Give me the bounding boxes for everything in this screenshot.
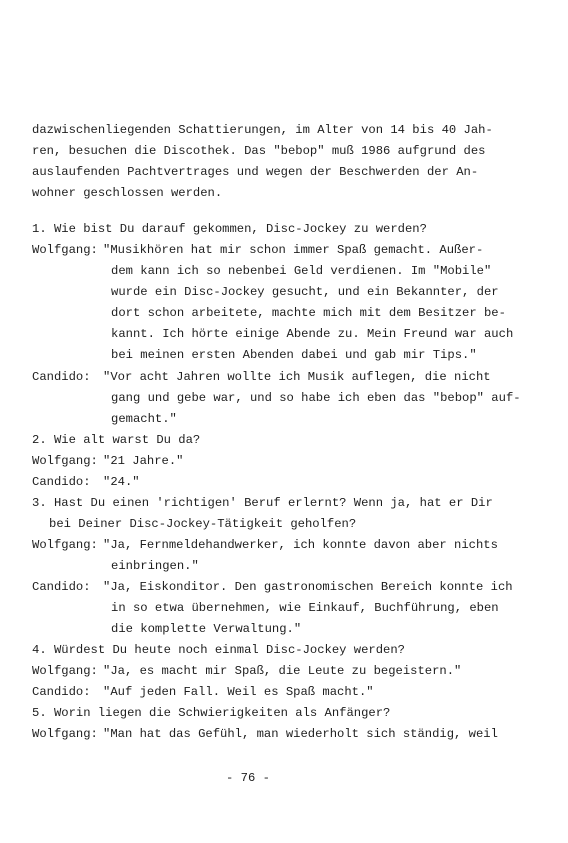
speaker-wolfgang: Wolfgang: (32, 454, 98, 468)
answer-line: "Vor acht Jahren wollte ich Musik auflegen, die nicht (103, 370, 491, 384)
intro-line-3: auslaufenden Pachtvertrages und wegen der Beschwerden der An- (32, 165, 479, 179)
answer-line: dort schon arbeitete, machte mich mit dem Besitzer be- (111, 306, 506, 320)
question-4: 4. Würdest Du heute noch einmal Disc-Jockey werden? (32, 643, 405, 657)
answer-line: "Man hat das Gefühl, man wiederholt sich ständig, weil (103, 727, 498, 741)
answer-line: "Auf jeden Fall. Weil es Spaß macht." (103, 685, 374, 699)
answer-line: gang und gebe war, und so habe ich eben das "bebop" auf- (111, 391, 521, 405)
answer-line: "Musikhören hat mir schon immer Spaß gemacht. Außer- (103, 243, 484, 257)
speaker-wolfgang: Wolfgang: (32, 727, 98, 741)
answer-line: "Ja, es macht mir Spaß, die Leute zu begeistern." (103, 664, 462, 678)
answer-line: "21 Jahre." (103, 454, 184, 468)
answer-line: kannt. Ich hörte einige Abende zu. Mein Freund war auch (111, 327, 514, 341)
speaker-wolfgang: Wolfgang: (32, 664, 98, 678)
answer-line: wurde ein Disc-Jockey gesucht, und ein Bekannter, der (111, 285, 499, 299)
intro-line-2: ren, besuchen die Discothek. Das "bebop" muß 1986 aufgrund des (32, 144, 486, 158)
question-2: 2. Wie alt warst Du da? (32, 433, 201, 447)
question-3-continued: bei Deiner Disc-Jockey-Tätigkeit geholfen? (49, 517, 357, 531)
answer-line: dem kann ich so nebenbei Geld verdienen. Im "Mobile" (111, 264, 492, 278)
speaker-wolfgang: Wolfgang: (32, 243, 98, 257)
answer-line: die komplette Verwaltung." (111, 622, 302, 636)
answer-line: "24." (103, 475, 140, 489)
question-3: 3. Hast Du einen 'richtigen' Beruf erlernt? Wenn ja, hat er Dir (32, 496, 493, 510)
speaker-candido: Candido: (32, 370, 91, 384)
answer-line: "Ja, Eiskonditor. Den gastronomischen Bereich konnte ich (103, 580, 513, 594)
answer-line: gemacht." (111, 412, 177, 426)
answer-line: in so etwa übernehmen, wie Einkauf, Buchführung, eben (111, 601, 499, 615)
speaker-candido: Candido: (32, 475, 91, 489)
question-1: 1. Wie bist Du darauf gekommen, Disc-Jockey zu werden? (32, 222, 427, 236)
answer-line: bei meinen ersten Abenden dabei und gab mir Tips." (111, 348, 477, 362)
question-5: 5. Worin liegen die Schwierigkeiten als Anfänger? (32, 706, 391, 720)
speaker-candido: Candido: (32, 580, 91, 594)
answer-line: einbringen." (111, 559, 199, 573)
answer-line: "Ja, Fernmeldehandwerker, ich konnte davon aber nichts (103, 538, 498, 552)
speaker-candido: Candido: (32, 685, 91, 699)
page-number: - 76 - (226, 771, 270, 785)
intro-line-4: wohner geschlossen werden. (32, 186, 223, 200)
speaker-wolfgang: Wolfgang: (32, 538, 98, 552)
intro-line-1: dazwischenliegenden Schattierungen, im Alter von 14 bis 40 Jah- (32, 123, 493, 137)
